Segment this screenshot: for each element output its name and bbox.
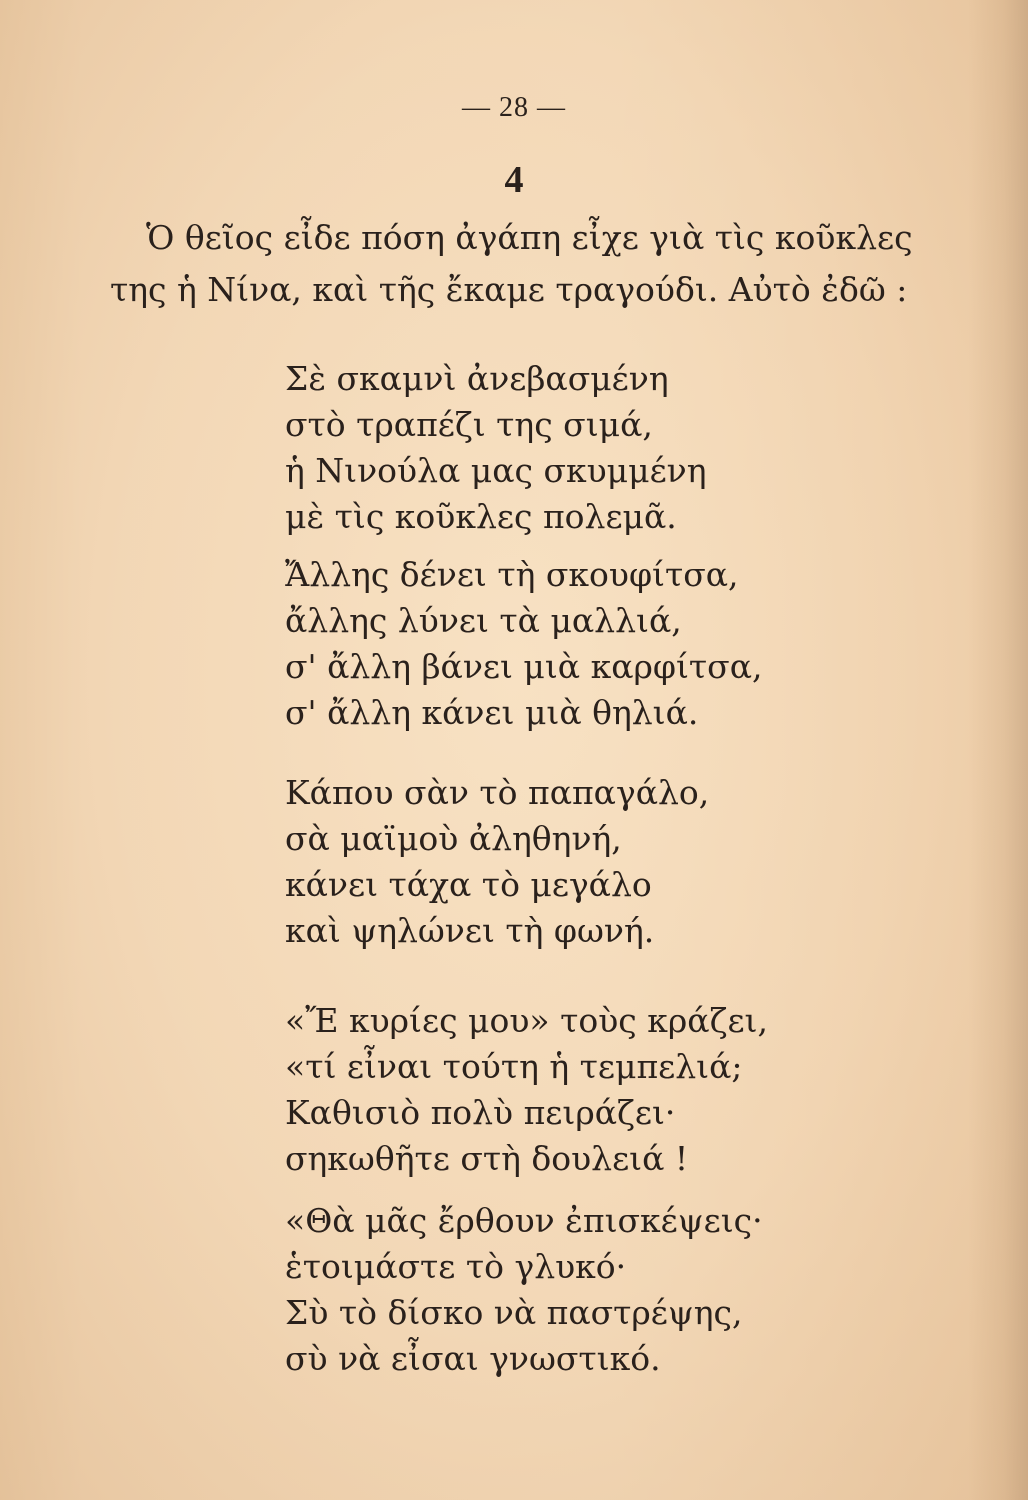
verse-line: σὺ νὰ εἶσαι γνωστικό. [285,1339,661,1378]
verse-line: Σὺ τὸ δίσκο νὰ παστρέψης, [285,1293,743,1332]
page-number: — 28 — [462,92,566,123]
verse-line: μὲ τὶς κοῦκλες πολεμᾶ. [285,497,677,536]
verse-line: ἡ Νινούλα μας σκυμμένη [285,451,707,490]
stanza-4 [285,998,845,1182]
verse-line: «Ἔ κυρίες μου» τοὺς κράζει, [285,1001,768,1040]
stanza-1 [285,356,845,540]
intro-paragraph [110,212,930,316]
verse-line: καὶ ψηλώνει τὴ φωνή. [285,911,655,950]
intro-line: Ὁ θεῖος εἶδε πόση ἀγάπη εἶχε γιὰ τὶς κοῦκλες [146,218,913,257]
verse-line: «τί εἶναι τούτη ἡ τεμπελιά; [285,1047,743,1086]
verse-line: ἄλλης λύνει τὰ μαλλιά, [285,601,682,640]
verse-line: σηκωθῆτε στὴ δουλειά ! [285,1139,689,1178]
poem-number: 4 [504,159,524,201]
verse-line: Κάπου σὰν τὸ παπαγάλο, [285,773,710,812]
verse-line: στὸ τραπέζι της σιμά, [285,405,653,444]
page-fold-shadow [968,0,1028,1500]
verse-line: σὰ μαϊμοὺ ἀληθηνή, [285,819,622,858]
verse-line: σ' ἄλλη βάνει μιὰ καρφίτσα, [285,647,763,686]
stanza-2 [285,552,845,736]
verse-line: Ἄλλης δένει τὴ σκουφίτσα, [285,555,739,594]
stanza-5 [285,1198,845,1382]
verse-line: «Θὰ μᾶς ἔρθουν ἐπισκέψεις· [285,1201,763,1240]
verse-line: Καθισιὸ πολὺ πειράζει· [285,1093,676,1132]
verse-line: κάνει τάχα τὸ μεγάλο [285,865,652,904]
verse-line: Σὲ σκαμνὶ ἀνεβασμένη [285,359,669,398]
verse-line: ἑτοιμάστε τὸ γλυκό· [285,1247,627,1286]
stanza-3 [285,770,845,954]
intro-line: της ἡ Νίνα, καὶ τῆς ἔκαμε τραγούδι. Αὐτὸ ἐδῶ : [110,270,908,309]
verse-line: σ' ἄλλη κάνει μιὰ θηλιά. [285,693,699,732]
